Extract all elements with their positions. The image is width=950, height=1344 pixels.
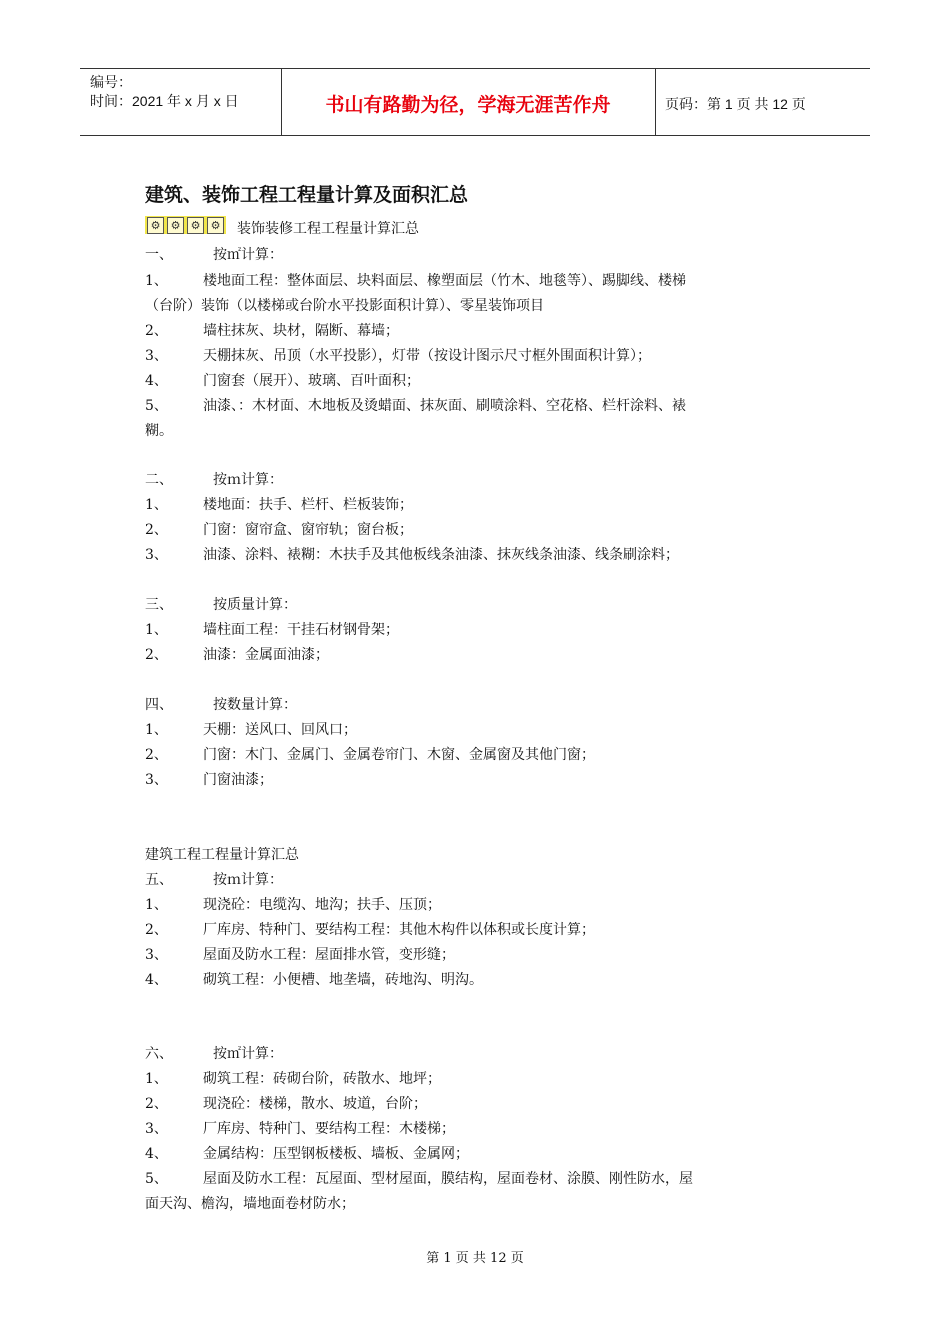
section-subtitle: 建筑工程工程量计算汇总 bbox=[145, 847, 299, 863]
list-item: 3、 天棚抹灰、吊顶（水平投影），灯带（按设计图示尺寸框外围面积计算）； bbox=[145, 348, 651, 364]
page-footer: 第 1 页 共 12 页 bbox=[426, 1251, 524, 1266]
list-item: 2、 现浇砼：楼梯，散水、坡道，台阶； bbox=[145, 1096, 427, 1112]
header-divider-1 bbox=[281, 68, 282, 135]
date-label: 时间：2021 年 x 月 x 日 bbox=[90, 93, 239, 109]
list-item: （台阶）装饰（以楼梯或台阶水平投影面积计算）、零星装饰项目 bbox=[145, 298, 544, 314]
list-item: 4、 门窗套（展开）、玻璃、百叶面积； bbox=[145, 373, 420, 389]
section-heading: 六、 按㎡计算： bbox=[145, 1046, 283, 1062]
list-item: 3、 厂库房、特种门、要结构工程：木楼梯； bbox=[145, 1121, 455, 1137]
list-item: 面天沟、檐沟，墙地面卷材防水； bbox=[145, 1196, 355, 1212]
section-subtitle: 装饰装修工程工程量计算汇总 bbox=[237, 221, 419, 237]
header-bottom-rule bbox=[80, 135, 870, 136]
decor-icon: ⚙ bbox=[147, 217, 164, 234]
document-title: 建筑、装饰工程工程量计算及面积汇总 bbox=[145, 184, 469, 206]
list-item: 2、 厂库房、特种门、要结构工程：其他木构件以体积或长度计算； bbox=[145, 922, 595, 938]
section-heading: 四、 按数量计算： bbox=[145, 697, 297, 713]
section-heading: 三、 按质量计算： bbox=[145, 597, 297, 613]
list-item: 1、 现浇砼：电缆沟、地沟；扶手、压顶； bbox=[145, 897, 441, 913]
list-item: 3、 门窗油漆； bbox=[145, 772, 273, 788]
list-item: 5、 油漆、：木材面、木地板及烫蜡面、抹灰面、刷喷涂料、空花格、栏杆涂料、裱 bbox=[145, 398, 686, 414]
list-item: 一、 按㎡计算： bbox=[145, 247, 283, 263]
list-item: 5、 屋面及防水工程：瓦屋面、型材屋面，膜结构，屋面卷材、涂膜、刚性防水，屋 bbox=[145, 1171, 693, 1187]
header-divider-2 bbox=[655, 68, 656, 135]
list-item: 3、 油漆、涂料、裱糊：木扶手及其他板线条油漆、抹灰线条油漆、线条刷涂料； bbox=[145, 547, 679, 563]
list-item: 2、 门窗：窗帘盒、窗帘轨；窗台板； bbox=[145, 522, 413, 538]
decor-icon: ⚙ bbox=[187, 217, 204, 234]
list-item: 1、 砌筑工程：砖砌台阶，砖散水、地坪； bbox=[145, 1071, 441, 1087]
list-item: 4、 砌筑工程：小便槽、地垄墙，砖地沟、明沟。 bbox=[145, 972, 483, 988]
motto: 书山有路勤为径，学海无涯苦作舟 bbox=[325, 94, 611, 116]
decor-icon: ⚙ bbox=[167, 217, 184, 234]
list-item: 糊。 bbox=[145, 423, 173, 439]
page-info: 页码：第 1 页 共 12 页 bbox=[665, 96, 806, 112]
list-item: 4、 金属结构：压型钢板楼板、墙板、金属网； bbox=[145, 1146, 469, 1162]
header-top-rule bbox=[80, 68, 870, 69]
list-item: 2、 油漆：金属面油漆； bbox=[145, 647, 329, 663]
list-item: 1、 楼地面：扶手、栏杆、栏板装饰； bbox=[145, 497, 413, 513]
list-item: 1、 墙柱面工程：干挂石材钢骨架； bbox=[145, 622, 399, 638]
list-item: 1、 天棚：送风口、回风口； bbox=[145, 722, 357, 738]
list-item: 1、 楼地面工程：整体面层、块料面层、橡塑面层（竹木、地毯等）、踢脚线、楼梯 bbox=[145, 273, 686, 289]
list-item: 2、 门窗：木门、金属门、金属卷帘门、木窗、金属窗及其他门窗； bbox=[145, 747, 595, 763]
section-heading: 二、 按ｍ计算： bbox=[145, 472, 283, 488]
serial-label: 编号： bbox=[90, 74, 132, 90]
list-item: 2、 墙柱抹灰、块材，隔断、幕墙； bbox=[145, 323, 399, 339]
list-item: 3、 屋面及防水工程：屋面排水管，变形缝； bbox=[145, 947, 455, 963]
decor-icon-strip bbox=[145, 216, 226, 234]
section-heading: 五、 按ｍ计算： bbox=[145, 872, 283, 888]
decor-icon: ⚙ bbox=[207, 217, 224, 234]
